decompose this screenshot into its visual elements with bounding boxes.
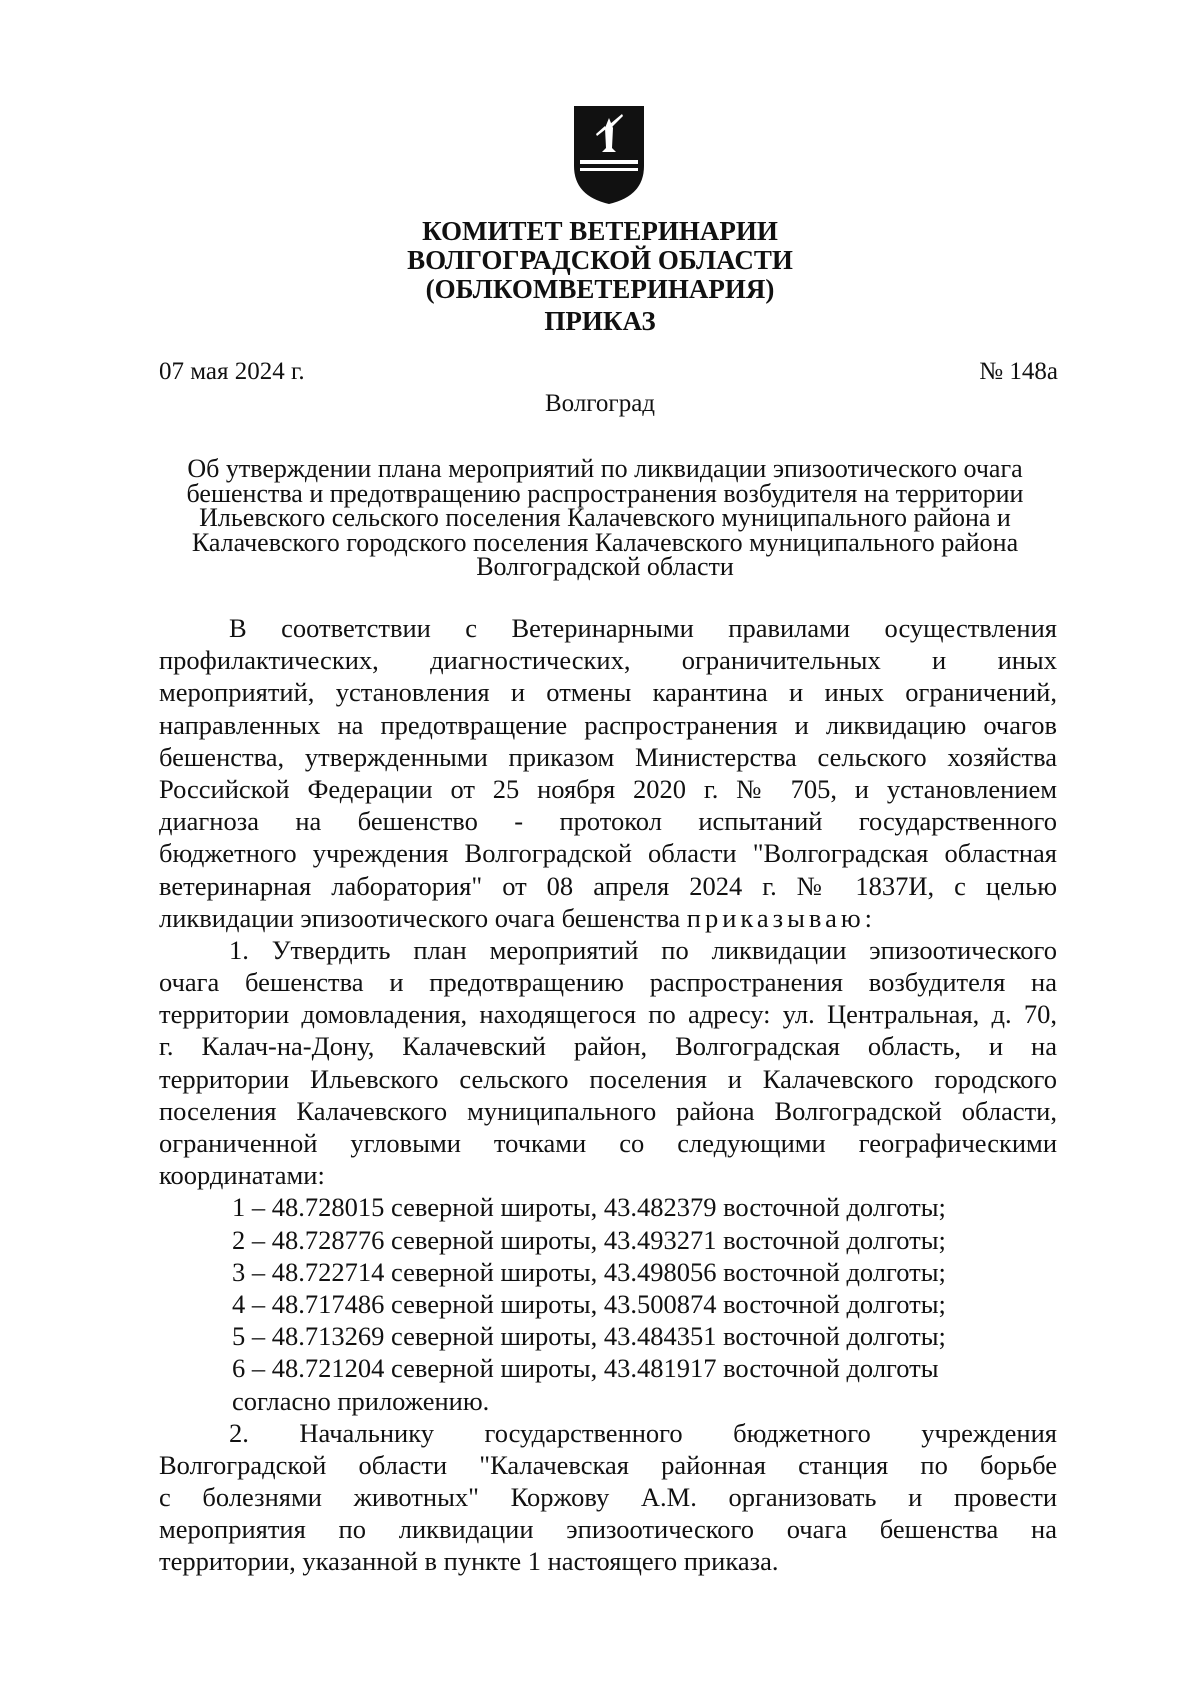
organization-name — [0, 217, 1200, 304]
coordinate-item: 3 – 48.722714 северной широты, 43.498056 восточной долготы; — [232, 1256, 946, 1287]
preamble-line: бюджетного учреждения Волгоградской области "Волгоградская областная — [159, 838, 1057, 869]
coordinate-item: 5 – 48.713269 северной широты, 43.484351 восточной долготы; — [232, 1321, 946, 1352]
document-type: ПРИКАЗ — [544, 306, 656, 336]
item2-line: территории, указанной в пункте 1 настоящего приказа. — [159, 1546, 779, 1577]
subject-line: Об утверждении плана мероприятий по ликвидации эпизоотического очага — [187, 454, 1023, 483]
document-subject — [150, 454, 1060, 581]
org-line-1: КОМИТЕТ ВЕТЕРИНАРИИ — [422, 216, 778, 246]
preamble-line: диагноза на бешенство - протокол испытаний государственного — [159, 806, 1057, 837]
preamble-line: профилактических, диагностических, ограничительных и иных — [159, 645, 1057, 676]
document-city: Волгоград — [544, 390, 656, 417]
item1-line: координатами: — [159, 1160, 325, 1191]
coordinate-item: 2 – 48.728776 северной широты, 43.493271 восточной долготы; — [232, 1224, 946, 1255]
preamble-line: мероприятий, установления и отмены карантина и иных ограничений, — [159, 677, 1057, 708]
item2-line: 2. Начальнику государственного бюджетного учреждения — [229, 1417, 1057, 1448]
item1-line: поселения Калачевского муниципального района Волгоградской области, — [159, 1095, 1057, 1126]
item1-line: очага бешенства и предотвращению распространения возбудителя на — [159, 967, 1057, 998]
preamble-line: В соответствии с Ветеринарными правилами осуществления — [229, 613, 1057, 643]
document-date: 07 мая 2024 г. — [159, 358, 305, 385]
preamble-line: направленных на предотвращение распространения и ликвидацию очагов — [159, 709, 1057, 740]
org-line-3: (ОБЛКОМВЕТЕРИНАРИЯ) — [425, 274, 775, 304]
item1-line: территории домовладения, находящегося по адресу: ул. Центральная, д. 70, — [159, 999, 1057, 1030]
preamble-line: ветеринарная лаборатория" от 08 апреля 2024 г. № 1837И, с целью — [159, 870, 1057, 901]
item2-line: Волгоградской области "Калачевская районная станция по борьбе — [159, 1449, 1057, 1480]
document-body — [159, 612, 1057, 1578]
coordinate-item: 1 – 48.728015 северной широты, 43.482379 восточной долготы; — [232, 1192, 946, 1223]
item1-line: г. Калач-на-Дону, Калачевский район, Волгоградская область, и на — [159, 1031, 1057, 1062]
item1-line: 1. Утвердить план мероприятий по ликвидации эпизоотического — [229, 934, 1057, 965]
subject-line: Волгоградской области — [476, 552, 734, 581]
document-number: № 148а — [979, 358, 1058, 385]
subject-line: Калачевского городского поселения Калачевского муниципального района — [191, 527, 1019, 557]
coordinate-item: 4 – 48.717486 северной широты, 43.500874 восточной долготы; — [232, 1288, 946, 1319]
item2-line: с болезнями животных" Коржову А.М. организовать и провести — [159, 1482, 1057, 1513]
coordinate-item: 6 – 48.721204 северной широты, 43.481917 восточной долготы — [232, 1353, 939, 1384]
preamble-line: бешенства, утвержденными приказом Министерства сельского хозяйства — [159, 741, 1057, 772]
preamble-line: Российской Федерации от 25 ноября 2020 г. № 705, и установлением — [159, 773, 1057, 804]
preamble-last-line — [159, 902, 1057, 934]
volgograd-emblem-icon — [572, 104, 646, 206]
coordinate-note: согласно приложению. — [232, 1385, 490, 1416]
item1-line: территории Ильевского сельского поселения и Калачевского городского — [159, 1063, 1057, 1094]
subject-line: Ильевского сельского поселения Калачевского муниципального района и — [199, 503, 1011, 532]
order-colon: : — [864, 902, 873, 933]
subject-line: бешенства и предотвращению распространения возбудителя на территории — [186, 478, 1024, 508]
item1-line: ограниченной угловыми точками со следующими географическими — [159, 1128, 1057, 1158]
item2-line: мероприятия по ликвидации эпизоотического очага бешенства на — [159, 1514, 1057, 1545]
org-line-2: ВОЛГОГРАДСКОЙ ОБЛАСТИ — [407, 245, 793, 275]
preamble-line-text: ликвидации эпизоотического очага бешенства — [159, 902, 687, 933]
order-word: приказываю — [686, 902, 865, 933]
